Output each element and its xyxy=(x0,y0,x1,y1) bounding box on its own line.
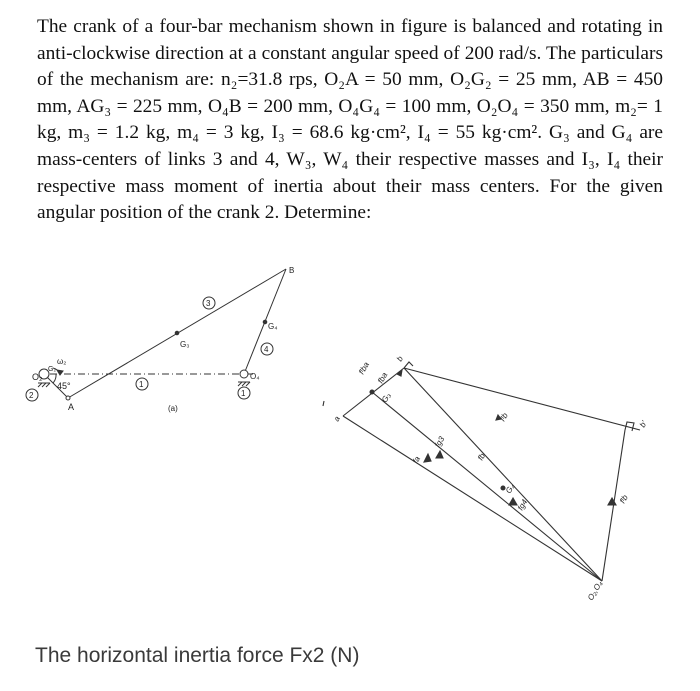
pin-A xyxy=(66,396,70,400)
label-a: a xyxy=(331,414,342,423)
line-origin-G3 xyxy=(372,392,602,581)
G3-point xyxy=(370,390,374,394)
line-b-bprime xyxy=(404,368,640,430)
label-b-prime: b' xyxy=(637,419,649,429)
label-fbt: fᵗb xyxy=(497,411,510,423)
label-link3: 3 xyxy=(206,299,211,308)
label-angle: 45° xyxy=(57,381,71,391)
label-fg4: fg4 xyxy=(515,497,530,512)
G4-mark xyxy=(263,320,267,324)
label-B: B xyxy=(289,266,295,275)
figure-caption: (a) xyxy=(168,404,178,413)
G3-mark xyxy=(175,331,179,335)
label-origin: O₂,O₄ xyxy=(585,579,605,602)
line-origin-b xyxy=(404,368,602,581)
question-text: The horizontal inertia force Fx2 (N) xyxy=(35,644,360,667)
problem-statement: The crank of a four-bar mechanism shown in figure is balanced and rotating in anti-clockwise direction at a constant angular speed of 200 rad/s. The particulars of the mechanism are: n₂=31.8 rps, O₂A = 50 mm, O₂G₂ = 25 mm, AB = 450 mm, AG₃ = 225 mm, O₄B = 200 mm, O₄G₄ = 100 mm, O₂O₄ = 350 mm, m₂= 1 kg, m₃ = 1.2 kg, m₄ = 3 kg, I₃ = 68.6 kg·cm², I₄ = 55 kg·cm². G₃ and G₄ are mass-centers of links 3 and 4, W₃, W₄ their respective masses and I₃, I₄ their respective mass moment of inertia about their mass centers. For the given angular position of the crank 2. Determine: xyxy=(37,16,663,224)
label-link1-left: 1 xyxy=(139,380,144,389)
label-G3: G₃ xyxy=(180,340,190,349)
label-fg3: fg3 xyxy=(432,434,447,449)
label-link1-right: 1 xyxy=(241,389,246,398)
label-fba: fba xyxy=(375,370,390,385)
pivot-O4 xyxy=(240,370,248,378)
label-b: b xyxy=(394,354,405,363)
label-G4: G₄ xyxy=(268,322,278,331)
label-A: A xyxy=(68,402,75,412)
acceleration-polygon xyxy=(323,362,640,581)
polygon-labels xyxy=(332,354,649,602)
label-link2: 2 xyxy=(29,391,34,400)
label-G2: G₂ xyxy=(48,366,57,373)
label-O4: O₄ xyxy=(250,372,260,381)
label-fa: fa xyxy=(410,454,423,465)
line-origin-a xyxy=(343,416,602,581)
label-poly-G4: G₄ xyxy=(503,482,517,495)
label-O2: O₂ xyxy=(32,372,43,382)
label-omega2: ω₂ xyxy=(57,357,67,366)
label-fb: fb xyxy=(475,451,488,462)
mechanism-figure xyxy=(20,258,690,628)
label-link4: 4 xyxy=(264,345,269,354)
label-poly-G3: G₃ xyxy=(379,391,393,404)
label-fbt-right: fᵗb xyxy=(617,493,630,505)
label-fba-t: fᵗba xyxy=(356,360,372,376)
